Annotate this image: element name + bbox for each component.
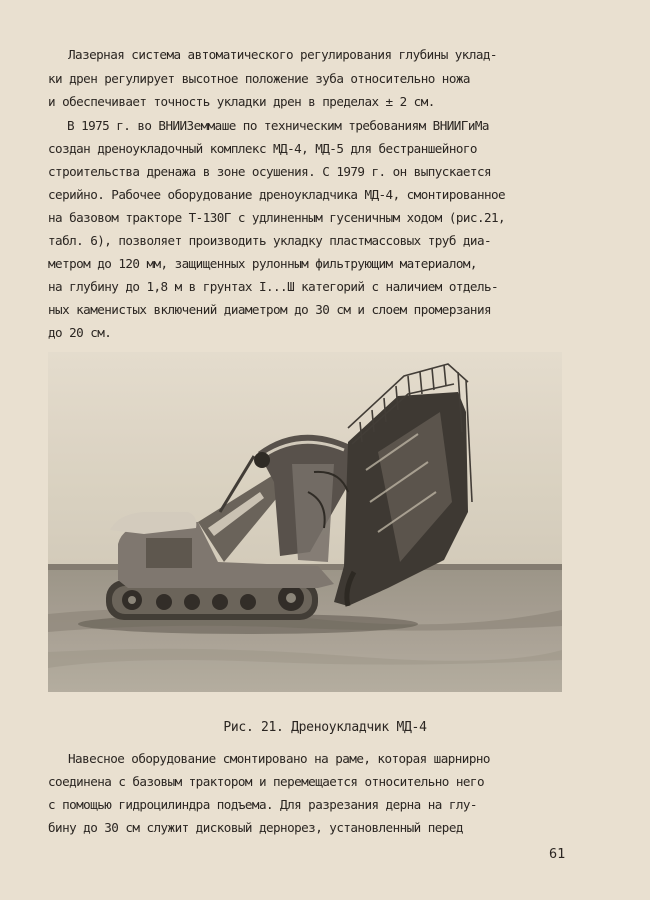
- text-line: создан дреноукладочный комплекс МД-4, МД-5 для бестраншейного: [48, 141, 477, 156]
- text-line: на базовом тракторе Т-130Г с удлиненным гусеничным ходом (рис.21,: [48, 210, 506, 225]
- text-line: табл. 6), позволяет производить укладку пластмассовых труб диа-: [48, 233, 492, 248]
- figure-caption: Рис. 21. Дреноукладчик МД-4: [223, 720, 427, 735]
- text-line: метром до 120 мм, защищенных рулонным фильтрующим материалом,: [48, 256, 477, 271]
- text-line: с помощью гидроцилиндра подъема. Для разрезания дерна на глу-: [48, 797, 477, 812]
- text-line: и обеспечивает точность укладки дрен в пределах ± 2 см.: [48, 94, 435, 109]
- text-line: Лазерная система автоматического регулирования глубины уклад-: [68, 47, 497, 62]
- text-line: соединена с базовым трактором и перемещается относительно него: [48, 774, 484, 789]
- machine-photo: [48, 352, 562, 692]
- text-line: строительства дренажа в зоне осушения. С 1979 г. он выпускается: [48, 164, 492, 179]
- page-number: 61: [549, 846, 566, 862]
- text-line: серийно. Рабочее оборудование дреноукладчика МД-4, смонтированное: [48, 187, 506, 202]
- text-line: В 1975 г. во ВНИИЗеммаше по техническим требованиям ВНИИГиМа: [67, 118, 489, 133]
- text-line: бину до 30 см служит дисковый дернорез, установленный перед: [48, 820, 463, 835]
- text-line: ки дрен регулирует высотное положение зуба относительно ножа: [48, 71, 470, 86]
- text-line: ных каменистых включений диаметром до 30 см и слоем промерзания: [48, 302, 492, 317]
- text-line: до 20 см.: [48, 325, 112, 340]
- text-line: Навесное оборудование смонтировано на раме, которая шарнирно: [68, 751, 490, 766]
- text-line: на глубину до 1,8 м в грунтах I...Ш категорий с наличием отдель-: [48, 279, 499, 294]
